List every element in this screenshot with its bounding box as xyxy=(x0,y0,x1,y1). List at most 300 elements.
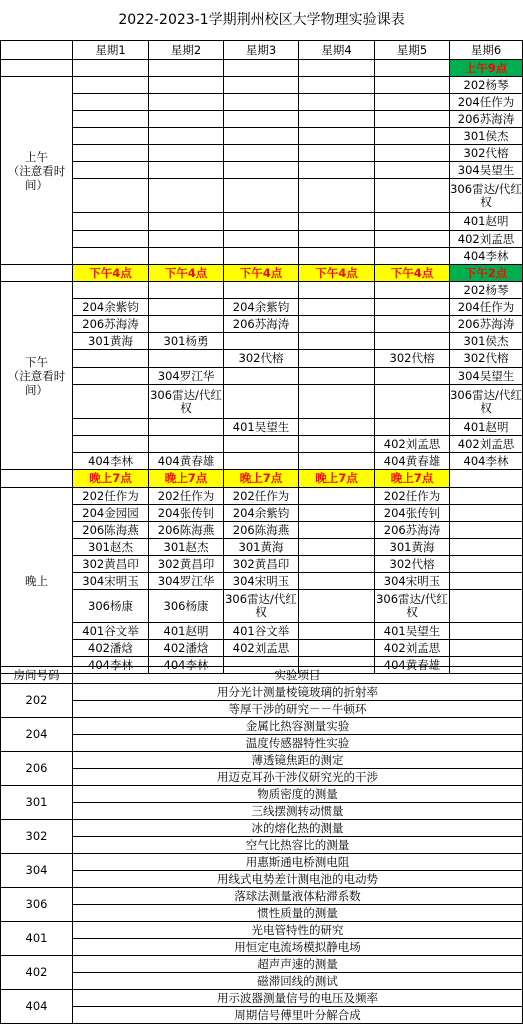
schedule-cell: 306雷达/代红权 xyxy=(375,590,450,623)
experiment-row xyxy=(1,820,523,837)
schedule-cell: 206苏海涛 xyxy=(375,522,450,539)
schedule-cell: 404黄春雄 xyxy=(149,453,224,470)
schedule-cell xyxy=(375,368,450,385)
room-number: 402 xyxy=(1,956,73,990)
schedule-row xyxy=(1,282,523,299)
schedule-cell xyxy=(224,453,299,470)
schedule-row xyxy=(1,316,523,333)
schedule-cell xyxy=(375,179,450,213)
schedule-row xyxy=(1,77,523,94)
schedule-cell: 404李林 xyxy=(450,453,523,470)
experiment-name: 磁滞回线的测试 xyxy=(73,973,523,990)
schedule-cell: 206苏海涛 xyxy=(224,316,299,333)
schedule-row xyxy=(1,385,523,419)
schedule-cell xyxy=(375,111,450,128)
schedule-cell xyxy=(224,145,299,162)
schedule-cell: 302黄昌印 xyxy=(73,556,149,573)
schedule-cell: 402潘焓 xyxy=(73,640,149,657)
schedule-row xyxy=(1,231,523,248)
schedule-cell xyxy=(299,333,375,350)
experiment-name: 周期信号傅里叶分解合成 xyxy=(73,1007,523,1024)
schedule-cell xyxy=(299,213,375,231)
experiment-row xyxy=(1,905,523,922)
schedule-cell xyxy=(450,640,523,657)
schedule-cell xyxy=(73,128,149,145)
experiment-name: 温度传感器特性实验 xyxy=(73,735,523,752)
experiment-row xyxy=(1,701,523,718)
schedule-cell xyxy=(299,556,375,573)
schedule-row xyxy=(1,111,523,128)
schedule-cell xyxy=(299,231,375,248)
experiment-row xyxy=(1,956,523,973)
day-header: 星期1 xyxy=(73,41,149,60)
schedule-cell: 206陈海燕 xyxy=(73,522,149,539)
start-time-cell: 晚上7点 xyxy=(73,470,149,488)
schedule-cell: 204余紫钧 xyxy=(73,299,149,316)
schedule-cell xyxy=(375,145,450,162)
schedule-cell xyxy=(224,231,299,248)
schedule-cell xyxy=(149,350,224,368)
schedule-cell: 301黄海 xyxy=(73,333,149,350)
schedule-cell xyxy=(299,316,375,333)
start-time-cell xyxy=(299,60,375,77)
schedule-cell xyxy=(224,213,299,231)
schedule-cell xyxy=(375,128,450,145)
schedule-cell xyxy=(299,385,375,419)
schedule-cell: 206苏海涛 xyxy=(450,111,523,128)
schedule-cell xyxy=(375,213,450,231)
schedule-cell: 206陈海燕 xyxy=(224,522,299,539)
schedule-cell xyxy=(73,436,149,453)
section-label-morning xyxy=(1,77,73,265)
schedule-cell xyxy=(450,522,523,539)
schedule-row xyxy=(1,590,523,623)
schedule-cell: 304吴望生 xyxy=(450,368,523,385)
experiment-name: 用线式电势差计测电池的电动势 xyxy=(73,871,523,888)
schedule-cell: 304罗江华 xyxy=(149,368,224,385)
room-number: 204 xyxy=(1,718,73,752)
schedule-cell xyxy=(299,299,375,316)
schedule-cell xyxy=(149,145,224,162)
schedule-cell xyxy=(73,145,149,162)
experiment-name: 用分光计测量棱镜玻璃的折射率 xyxy=(73,684,523,701)
schedule-cell xyxy=(375,162,450,179)
schedule-cell xyxy=(299,453,375,470)
schedule-row xyxy=(1,488,523,505)
schedule-cell: 304罗江华 xyxy=(149,573,224,590)
schedule-cell xyxy=(375,316,450,333)
room-number: 302 xyxy=(1,820,73,854)
schedule-cell xyxy=(73,231,149,248)
section-label-evening xyxy=(1,488,73,674)
schedule-cell: 302代榕 xyxy=(450,145,523,162)
schedule-cell xyxy=(149,419,224,436)
schedule-cell xyxy=(149,111,224,128)
schedule-cell xyxy=(299,436,375,453)
room-number: 306 xyxy=(1,888,73,922)
schedule-cell xyxy=(224,282,299,299)
experiment-row xyxy=(1,735,523,752)
schedule-cell: 306雷达/代红权 xyxy=(450,385,523,419)
schedule-cell xyxy=(299,162,375,179)
schedule-cell: 401赵明 xyxy=(450,213,523,231)
schedule-row xyxy=(1,539,523,556)
schedule-cell xyxy=(149,282,224,299)
day-header: 星期5 xyxy=(375,41,450,60)
schedule-cell: 204任作为 xyxy=(450,299,523,316)
experiment-name: 等厚干涉的研究－－牛顿环 xyxy=(73,701,523,718)
experiment-row xyxy=(1,1007,523,1024)
time-row-label xyxy=(1,470,73,488)
schedule-cell: 402潘焓 xyxy=(149,640,224,657)
schedule-row xyxy=(1,368,523,385)
room-number: 206 xyxy=(1,752,73,786)
time-row-label xyxy=(1,265,73,282)
section-label-text: 下午 （注意看时间） xyxy=(7,354,66,397)
schedule-cell xyxy=(149,299,224,316)
schedule-cell: 204余紫钧 xyxy=(224,299,299,316)
experiment-row xyxy=(1,854,523,871)
start-time-cell: 下午4点 xyxy=(375,265,450,282)
schedule-row xyxy=(1,248,523,265)
schedule-cell: 302黄昌印 xyxy=(149,556,224,573)
schedule-cell xyxy=(149,436,224,453)
schedule-cell xyxy=(149,231,224,248)
corner-cell xyxy=(1,41,73,60)
schedule-cell xyxy=(73,282,149,299)
schedule-cell xyxy=(224,436,299,453)
schedule-cell: 404黄春雄 xyxy=(375,657,450,674)
schedule-cell xyxy=(375,385,450,419)
schedule-row xyxy=(1,213,523,231)
schedule-row xyxy=(1,333,523,350)
schedule-cell: 306雷达/代红权 xyxy=(450,179,523,213)
experiments-table xyxy=(0,666,523,1024)
schedule-cell xyxy=(375,94,450,111)
experiment-row xyxy=(1,922,523,939)
schedule-cell: 306雷达/代红权 xyxy=(149,385,224,419)
schedule-cell: 401谷文举 xyxy=(224,623,299,640)
schedule-cell: 202任作为 xyxy=(375,488,450,505)
schedule-cell xyxy=(299,282,375,299)
schedule-cell: 302代榕 xyxy=(450,350,523,368)
room-number: 404 xyxy=(1,990,73,1024)
schedule-cell xyxy=(375,248,450,265)
schedule-cell: 304吴望生 xyxy=(450,162,523,179)
schedule-cell: 404李林 xyxy=(73,453,149,470)
start-time-cell: 下午4点 xyxy=(149,265,224,282)
schedule-cell xyxy=(375,333,450,350)
start-time-cell: 下午2点 xyxy=(450,265,523,282)
experiment-row xyxy=(1,939,523,956)
schedule-cell xyxy=(299,623,375,640)
schedule-row xyxy=(1,556,523,573)
schedule-cell: 204余紫钧 xyxy=(224,505,299,522)
start-time-cell xyxy=(73,60,149,77)
schedule-cell xyxy=(224,179,299,213)
project-header: 实验项目 xyxy=(73,667,523,684)
schedule-cell xyxy=(299,248,375,265)
schedule-row xyxy=(1,505,523,522)
schedule-cell xyxy=(73,350,149,368)
experiment-row xyxy=(1,786,523,803)
schedule-cell xyxy=(224,368,299,385)
schedule-cell: 304宋明玉 xyxy=(375,573,450,590)
start-time-cell: 上午9点 xyxy=(450,60,523,77)
start-time-cell xyxy=(450,470,523,488)
schedule-cell xyxy=(299,77,375,94)
schedule-cell: 402刘孟思 xyxy=(450,436,523,453)
schedule-row xyxy=(1,419,523,436)
schedule-cell: 402刘孟思 xyxy=(450,231,523,248)
section-label-afternoon xyxy=(1,282,73,470)
schedule-cell xyxy=(73,248,149,265)
experiment-name: 物质密度的测量 xyxy=(73,786,523,803)
schedule-cell: 402刘孟思 xyxy=(224,640,299,657)
schedule-cell xyxy=(450,505,523,522)
schedule-row xyxy=(1,299,523,316)
start-time-cell: 晚上7点 xyxy=(375,470,450,488)
schedule-cell xyxy=(73,77,149,94)
schedule-cell: 301赵杰 xyxy=(149,539,224,556)
schedule-cell xyxy=(299,179,375,213)
day-header: 星期3 xyxy=(224,41,299,60)
experiment-name: 薄透镜焦距的测定 xyxy=(73,752,523,769)
schedule-cell xyxy=(149,94,224,111)
evening-time-row xyxy=(1,470,523,488)
time-row-label xyxy=(1,60,73,77)
start-time-cell: 晚上7点 xyxy=(224,470,299,488)
schedule-cell xyxy=(73,179,149,213)
schedule-cell xyxy=(299,111,375,128)
schedule-cell: 401谷文举 xyxy=(73,623,149,640)
experiment-name: 超声声速的测量 xyxy=(73,956,523,973)
schedule-cell xyxy=(299,505,375,522)
schedule-cell xyxy=(73,368,149,385)
experiment-row xyxy=(1,888,523,905)
schedule-cell: 301侯杰 xyxy=(450,333,523,350)
schedule-cell xyxy=(299,590,375,623)
afternoon-time-row xyxy=(1,265,523,282)
room-number: 401 xyxy=(1,922,73,956)
schedule-cell: 301黄海 xyxy=(375,539,450,556)
schedule-cell xyxy=(375,77,450,94)
experiment-name: 空气比热容比的测量 xyxy=(73,837,523,854)
schedule-cell xyxy=(73,213,149,231)
schedule-cell xyxy=(299,128,375,145)
experiment-name: 用恒定电流场模拟静电场 xyxy=(73,939,523,956)
schedule-cell xyxy=(299,145,375,162)
schedule-cell: 306雷达/代红权 xyxy=(224,590,299,623)
schedule-row xyxy=(1,640,523,657)
start-time-cell: 下午4点 xyxy=(299,265,375,282)
schedule-cell xyxy=(299,419,375,436)
page-title: 2022-2023-1学期荆州校区大学物理实验课表 xyxy=(118,12,405,28)
schedule-cell: 202任作为 xyxy=(73,488,149,505)
schedule-cell xyxy=(299,368,375,385)
start-time-cell: 晚上7点 xyxy=(299,470,375,488)
start-time-cell: 晚上7点 xyxy=(149,470,224,488)
schedule-cell: 402刘孟思 xyxy=(375,640,450,657)
start-time-cell: 下午4点 xyxy=(224,265,299,282)
schedule-cell xyxy=(224,94,299,111)
schedule-cell xyxy=(450,573,523,590)
schedule-cell: 301侯杰 xyxy=(450,128,523,145)
schedule-cell: 206苏海涛 xyxy=(450,316,523,333)
experiment-row xyxy=(1,718,523,735)
schedule-cell xyxy=(450,488,523,505)
schedule-cell xyxy=(73,111,149,128)
schedule-cell xyxy=(149,77,224,94)
schedule-cell: 404李林 xyxy=(73,657,149,674)
experiment-name: 惯性质量的测量 xyxy=(73,905,523,922)
experiment-name: 三线摆测转动惯量 xyxy=(73,803,523,820)
schedule-row xyxy=(1,128,523,145)
schedule-cell xyxy=(299,539,375,556)
schedule-cell: 304宋明玉 xyxy=(224,573,299,590)
schedule-cell xyxy=(149,128,224,145)
start-time-cell xyxy=(224,60,299,77)
schedule-cell: 202任作为 xyxy=(224,488,299,505)
schedule-row xyxy=(1,453,523,470)
schedule-cell: 206陈海燕 xyxy=(149,522,224,539)
schedule-cell xyxy=(149,316,224,333)
schedule-cell xyxy=(299,522,375,539)
room-number: 202 xyxy=(1,684,73,718)
day-header-row xyxy=(1,41,523,60)
schedule-row xyxy=(1,436,523,453)
schedule-cell xyxy=(299,573,375,590)
schedule-cell: 401赵明 xyxy=(450,419,523,436)
schedule-cell xyxy=(224,162,299,179)
experiment-name: 用迈克耳孙干涉仪研究光的干涉 xyxy=(73,769,523,786)
schedule-cell xyxy=(224,111,299,128)
schedule-cell: 404李林 xyxy=(450,248,523,265)
schedule-cell: 402刘孟思 xyxy=(375,436,450,453)
schedule-cell: 204张传钊 xyxy=(149,505,224,522)
schedule-cell: 301黄海 xyxy=(224,539,299,556)
schedule-cell: 401吴望生 xyxy=(224,419,299,436)
schedule-cell xyxy=(450,556,523,573)
start-time-cell: 下午4点 xyxy=(73,265,149,282)
room-header: 房间号码 xyxy=(1,667,73,684)
schedule-cell: 404李林 xyxy=(149,657,224,674)
experiment-name: 金属比热容测量实验 xyxy=(73,718,523,735)
schedule-cell xyxy=(73,94,149,111)
day-header: 星期6 xyxy=(450,41,523,60)
schedule-cell xyxy=(73,162,149,179)
schedule-cell xyxy=(149,162,224,179)
start-time-cell xyxy=(375,60,450,77)
section-label-text: 上午 （注意看时间） xyxy=(7,149,66,192)
schedule-row xyxy=(1,623,523,640)
schedule-cell: 301杨勇 xyxy=(149,333,224,350)
schedule-cell: 301赵杰 xyxy=(73,539,149,556)
schedule-cell xyxy=(73,419,149,436)
schedule-cell xyxy=(224,248,299,265)
schedule-cell: 302代榕 xyxy=(375,556,450,573)
schedule-cell: 302代榕 xyxy=(375,350,450,368)
experiment-name: 落球法测量液体粘滞系数 xyxy=(73,888,523,905)
schedule-cell: 202杨琴 xyxy=(450,77,523,94)
schedule-cell: 302黄昌印 xyxy=(224,556,299,573)
schedule-cell xyxy=(299,350,375,368)
schedule-cell xyxy=(299,488,375,505)
room-number: 304 xyxy=(1,854,73,888)
schedule-cell xyxy=(224,333,299,350)
room-number: 301 xyxy=(1,786,73,820)
experiments-header-row xyxy=(1,667,523,684)
experiment-row xyxy=(1,684,523,701)
schedule-cell: 202杨琴 xyxy=(450,282,523,299)
schedule-cell: 401吴望生 xyxy=(375,623,450,640)
schedule-cell: 404黄春雄 xyxy=(375,453,450,470)
schedule-cell xyxy=(375,282,450,299)
schedule-cell: 306杨康 xyxy=(149,590,224,623)
schedule-cell: 206苏海涛 xyxy=(73,316,149,333)
day-header: 星期4 xyxy=(299,41,375,60)
schedule-cell xyxy=(224,128,299,145)
schedule-cell xyxy=(375,419,450,436)
schedule-row xyxy=(1,522,523,539)
section-label-text: 晚上 xyxy=(25,573,48,588)
schedule-cell xyxy=(450,539,523,556)
schedule-cell xyxy=(149,213,224,231)
schedule-row xyxy=(1,350,523,368)
schedule-cell xyxy=(450,590,523,623)
experiment-row xyxy=(1,973,523,990)
schedule-cell: 204任作为 xyxy=(450,94,523,111)
experiment-name: 冰的熔化热的测量 xyxy=(73,820,523,837)
experiment-name: 用惠斯通电桥测电阻 xyxy=(73,854,523,871)
schedule-cell xyxy=(224,385,299,419)
experiment-row xyxy=(1,837,523,854)
schedule-cell: 304宋明玉 xyxy=(73,573,149,590)
schedule-table xyxy=(0,40,523,674)
schedule-cell xyxy=(224,77,299,94)
schedule-cell: 302代榕 xyxy=(224,350,299,368)
start-time-cell xyxy=(149,60,224,77)
experiment-name: 用示波器测量信号的电压及频率 xyxy=(73,990,523,1007)
experiment-name: 光电管特性的研究 xyxy=(73,922,523,939)
schedule-cell: 204金园园 xyxy=(73,505,149,522)
experiment-row xyxy=(1,769,523,786)
schedule-row xyxy=(1,145,523,162)
schedule-cell xyxy=(375,231,450,248)
schedule-cell xyxy=(73,385,149,419)
experiment-row xyxy=(1,752,523,769)
schedule-cell: 401赵明 xyxy=(149,623,224,640)
schedule-cell: 204张传钊 xyxy=(375,505,450,522)
experiment-row xyxy=(1,803,523,820)
schedule-cell xyxy=(299,640,375,657)
schedule-cell xyxy=(149,248,224,265)
experiment-row xyxy=(1,990,523,1007)
schedule-cell: 306杨康 xyxy=(73,590,149,623)
schedule-row xyxy=(1,162,523,179)
schedule-row xyxy=(1,94,523,111)
schedule-cell xyxy=(375,299,450,316)
schedule-cell xyxy=(450,623,523,640)
schedule-cell xyxy=(299,94,375,111)
schedule-row xyxy=(1,573,523,590)
schedule-cell: 202任作为 xyxy=(149,488,224,505)
morning-time-row xyxy=(1,60,523,77)
schedule-row xyxy=(1,179,523,213)
experiment-row xyxy=(1,871,523,888)
schedule-cell xyxy=(149,179,224,213)
day-header: 星期2 xyxy=(149,41,224,60)
